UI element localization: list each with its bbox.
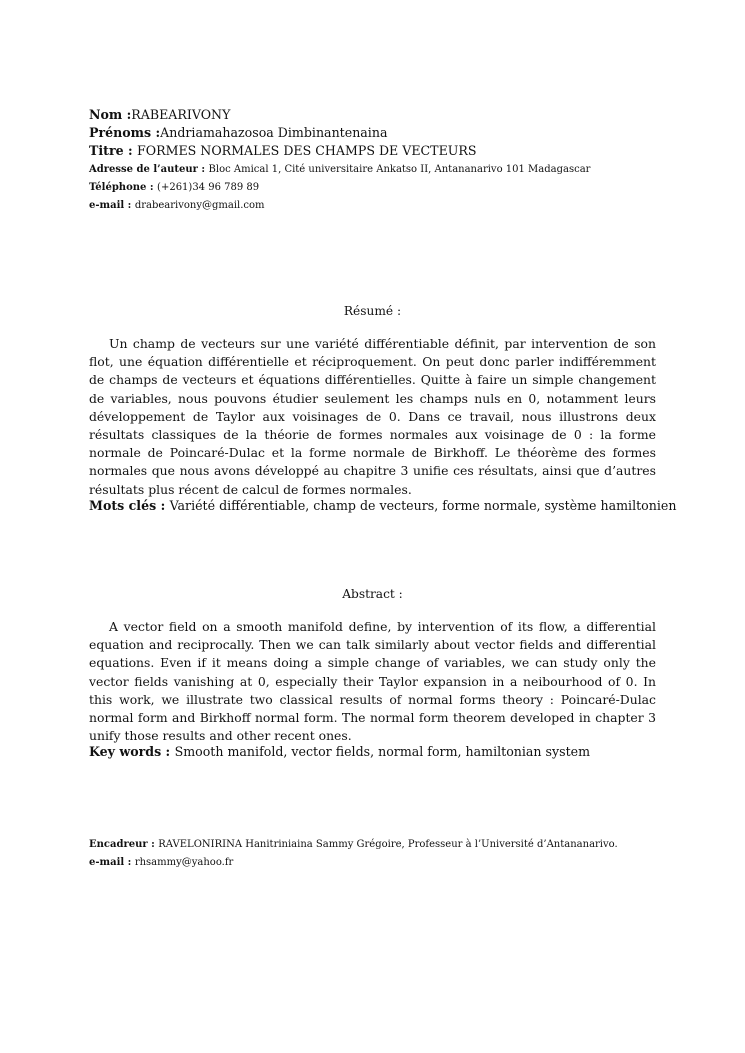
abstract-keywords [89,743,669,761]
thesis-title-line [89,142,476,160]
email-value[interactable]: drabearivony@gmail.com [134,200,265,211]
mots-cles-value: Variété différentiable, champ de vecteurs, forme normale, système hamiltonien [169,498,677,513]
key-words-label: Key words : [89,744,175,759]
key-words-value: Smooth manifold, vector fields, normal form, hamiltonian system [174,744,591,759]
resume-keywords [89,497,677,515]
telephone-label: Téléphone : [89,182,158,193]
supervisor-email-line [89,854,233,872]
prenoms-label: Prénoms : [89,125,161,140]
adresse-value: Bloc Amical 1, Cité universitaire Ankatso II, Antananarivo 101 Madagascar [208,164,591,175]
encadreur-label: Encadreur : [89,839,159,850]
author-address-line [89,161,590,179]
mots-cles-label: Mots clés : [89,498,170,513]
titre-value: FORMES NORMALES DES CHAMPS DE VECTEURS [137,143,477,158]
supervisor-email-value[interactable]: rhsammy@yahoo.fr [134,857,234,868]
email-label: e-mail : [89,200,135,211]
resume-heading: Résumé : [343,304,402,318]
supervisor-line [89,836,618,854]
supervisor-email-label: e-mail : [89,857,135,868]
telephone-value: (+261)34 96 789 89 [157,182,260,193]
author-phone-line [89,179,259,197]
abstract-paragraph: A vector field on a smooth manifold define, by intervention of its flow, a differential equation and reciprocally. Then we can talk similarly about vector fields and differential equations. Even if it means doing a simple change of variables, we can study only the vector fields vanishing at 0, especially their Taylor expansion in a neibourhood of 0. In this work, we illustrate two classical results of normal forms theory : Poincaré-Dulac normal form and Birkhoff normal form. The normal form theorem developed in chapter 3 unify those results and other recent ones. [89,619,656,744]
author-email-line [89,197,265,215]
prenoms-value: Andriamahazosoa Dimbinantenaina [160,125,388,140]
resume-paragraph: Un champ de vecteurs sur une variété différentiable définit, par intervention de son flot, une équation différentielle et réciproquement. On peut donc parler indifféremment de champs de vecteurs et équations différentielles. Quitte à faire un simple changement de variables, nous pouvons étudier seulement les champs nuls en 0, notamment leurs développement de Taylor aux voisinages de 0. Dans ce travail, nous illustrons deux résultats classiques de la théorie de formes normales aux voisinage de 0 : la forme normale de Poincaré-Dulac et la forme normale de Birkhoff. Le théorème des formes normales que nous avons développé au chapitre 3 unifie ces résultats, ainsi que d’autres résultats plus récent de calcul de formes normales. [89,336,656,497]
nom-value: RABEARIVONY [131,107,231,122]
encadreur-value: RAVELONIRINA Hanitriniaina Sammy Grégoire, Professeur à l’Université d’Antananarivo. [158,839,618,850]
author-name-line [89,106,230,124]
abstract-heading: Abstract : [342,587,403,601]
nom-label: Nom : [89,107,132,122]
adresse-label: Adresse de l’auteur : [89,164,209,175]
titre-label: Titre : [89,143,138,158]
author-firstnames-line [89,124,387,142]
